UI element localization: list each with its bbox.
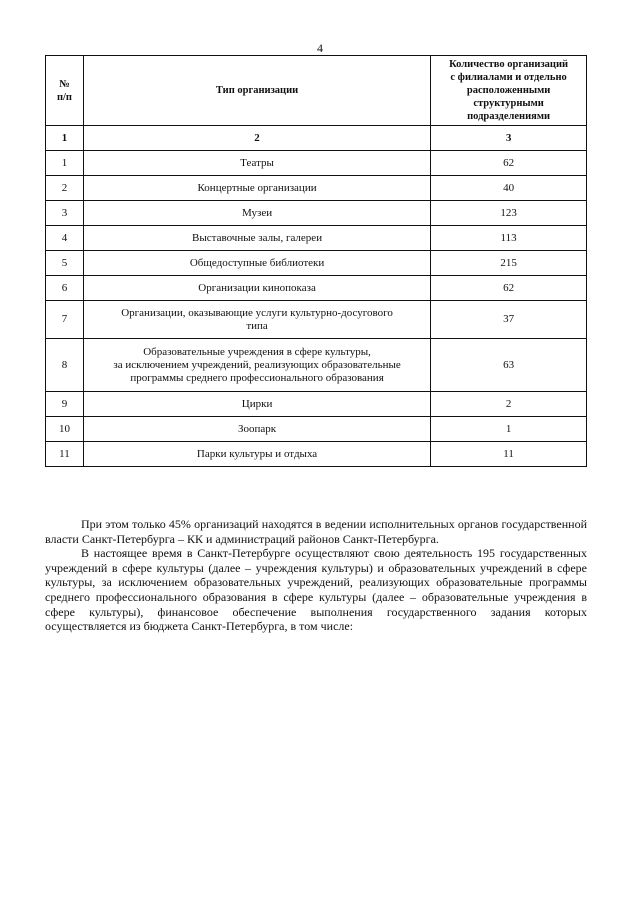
table-row (46, 151, 587, 176)
row-type: Организации кинопоказа (83, 276, 430, 301)
row-count: 123 (431, 201, 587, 226)
row-count: 40 (431, 176, 587, 201)
row-count: 62 (431, 276, 587, 301)
row-num: 9 (46, 392, 84, 417)
row-num: 7 (46, 301, 84, 339)
table-row (46, 276, 587, 301)
row-type: Театры (83, 151, 430, 176)
row-num: 2 (46, 176, 84, 201)
header-type: Тип организации (83, 56, 430, 126)
table-row (46, 392, 587, 417)
row-count: 63 (431, 339, 587, 392)
table-row (46, 176, 587, 201)
paragraph: В настоящее время в Санкт-Петербурге осуществляют свою деятельность 195 государственных учреждений в сфере культуры (далее – учреждения культуры) и образовательных учреждений в сфере культуры, за исключением образовательных учреждений, реализующих образовательные программы среднего профессионального образования в сфере культуры (далее – образовательные учреждения в сфере культуры), финансовое обеспечение выполнения государственного задания которых осуществляется из бюджета Санкт-Петербурга, в том числе: (45, 546, 587, 634)
paragraph: При этом только 45% организаций находятся в ведении исполнительных органов государственной власти Санкт-Петербурга – КК и администраций районов Санкт-Петербурга. (45, 517, 587, 546)
column-number: 2 (83, 126, 430, 151)
row-num: 4 (46, 226, 84, 251)
column-number-row (46, 126, 587, 151)
row-type: Образовательные учреждения в сфере культуры, за исключением учреждений, реализующих образовательные программы среднего профессионального образования (83, 339, 430, 392)
header-num: № п/п (46, 56, 84, 126)
column-number: 3 (431, 126, 587, 151)
row-type: Организации, оказывающие услуги культурно-досугового типа (83, 301, 430, 339)
table-row (46, 201, 587, 226)
row-type: Общедоступные библиотеки (83, 251, 430, 276)
row-num: 6 (46, 276, 84, 301)
column-number: 1 (46, 126, 84, 151)
row-type: Музеи (83, 201, 430, 226)
row-count: 11 (431, 442, 587, 467)
row-num: 10 (46, 417, 84, 442)
row-count: 2 (431, 392, 587, 417)
row-num: 3 (46, 201, 84, 226)
organizations-table (45, 55, 587, 467)
row-type: Цирки (83, 392, 430, 417)
row-num: 1 (46, 151, 84, 176)
row-type: Зоопарк (83, 417, 430, 442)
row-count: 215 (431, 251, 587, 276)
table-row (46, 301, 587, 339)
row-count: 113 (431, 226, 587, 251)
table-header-row (46, 56, 587, 126)
table-row (46, 339, 587, 392)
header-count: Количество организаций с филиалами и отдельно расположенными структурными подразделениями (431, 56, 587, 126)
row-type: Парки культуры и отдыха (83, 442, 430, 467)
table-row (46, 251, 587, 276)
row-type: Концертные организации (83, 176, 430, 201)
row-count: 1 (431, 417, 587, 442)
table-row (46, 226, 587, 251)
table-row (46, 417, 587, 442)
row-count: 62 (431, 151, 587, 176)
row-num: 11 (46, 442, 84, 467)
row-num: 5 (46, 251, 84, 276)
row-count: 37 (431, 301, 587, 339)
body-text (45, 517, 587, 634)
row-type: Выставочные залы, галереи (83, 226, 430, 251)
page-number: 4 (317, 41, 323, 55)
row-num: 8 (46, 339, 84, 392)
table-row (46, 442, 587, 467)
